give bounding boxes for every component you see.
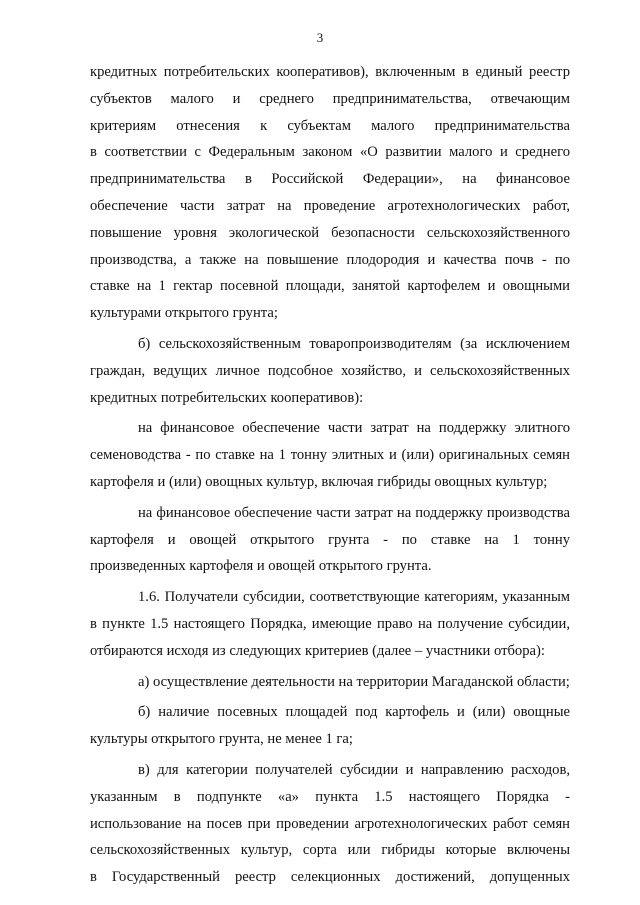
text-line: произведенных картофеля и овощей открытого грунта. xyxy=(90,558,432,575)
text-line: кредитных потребительских кооперативов): xyxy=(90,389,364,406)
text-line: б) сельскохозяйственным товаропроизводителям (за исключением xyxy=(138,335,570,352)
text-line: семеноводства - по ставке на 1 тонну элитных и (или) оригинальных семян xyxy=(90,447,570,464)
text-line: производства, а также на повышение плодородия и качества почв - по xyxy=(90,251,570,268)
text-line: б) наличие посевных площадей под картофель и (или) овощные xyxy=(138,704,570,721)
text-line: на финансовое обеспечение части затрат на поддержку элитного xyxy=(138,420,570,437)
text-line: 1.6. Получатели субсидии, соответствующие категориям, указанным xyxy=(138,589,570,606)
text-line: использование на посев при проведении агротехнологических работ семян xyxy=(90,815,570,832)
text-line: культуры открытого грунта, не менее 1 га; xyxy=(90,731,353,748)
text-line: в пункте 1.5 настоящего Порядка, имеющие право на получение субсидии, xyxy=(90,615,570,632)
text-line: субъектов малого и среднего предпринимательства, отвечающим xyxy=(90,90,570,107)
text-line: критериям отнесения к субъектам малого предпринимательства xyxy=(90,117,570,134)
text-line: в соответствии с Федеральным законом «О развитии малого и среднего xyxy=(90,144,570,161)
text-line: сельскохозяйственных культур, сорта или гибриды которые включены xyxy=(90,842,570,859)
text-line: на финансовое обеспечение части затрат на поддержку производства xyxy=(138,504,570,521)
text-line: отбираются исходя из следующих критериев (далее – участники отбора): xyxy=(90,642,545,659)
text-line: а) осуществление деятельности на территории Магаданской области; xyxy=(138,673,570,690)
text-line: в Государственный реестр селекционных достижений, допущенных xyxy=(90,869,570,886)
text-line: предпринимательства в Российской Федерации», на финансовое xyxy=(90,171,570,188)
text-line: ставке на 1 гектар посевной площади, занятой картофелем и овощными xyxy=(90,278,570,295)
text-line: картофеля и (или) овощных культур, включая гибриды овощных культур; xyxy=(90,473,548,490)
page-number: 3 xyxy=(316,30,324,45)
document-body xyxy=(90,59,570,891)
text-line: в) для категории получателей субсидии и направлению расходов, xyxy=(138,761,570,778)
text-line: граждан, ведущих личное подсобное хозяйство, и сельскохозяйственных xyxy=(90,362,570,379)
text-line: картофеля и овощей открытого грунта - по ставке на 1 тонну xyxy=(90,531,570,548)
text-line: обеспечение части затрат на проведение агротехнологических работ, xyxy=(90,197,570,214)
text-line: культурами открытого грунта; xyxy=(90,305,278,322)
text-line: кредитных потребительских кооперативов), включенным в единый реестр xyxy=(90,64,570,80)
text-line: повышение уровня экологической безопасности сельскохозяйственного xyxy=(90,224,570,241)
text-line: указанным в подпункте «а» пункта 1.5 настоящего Порядка - xyxy=(90,788,570,805)
